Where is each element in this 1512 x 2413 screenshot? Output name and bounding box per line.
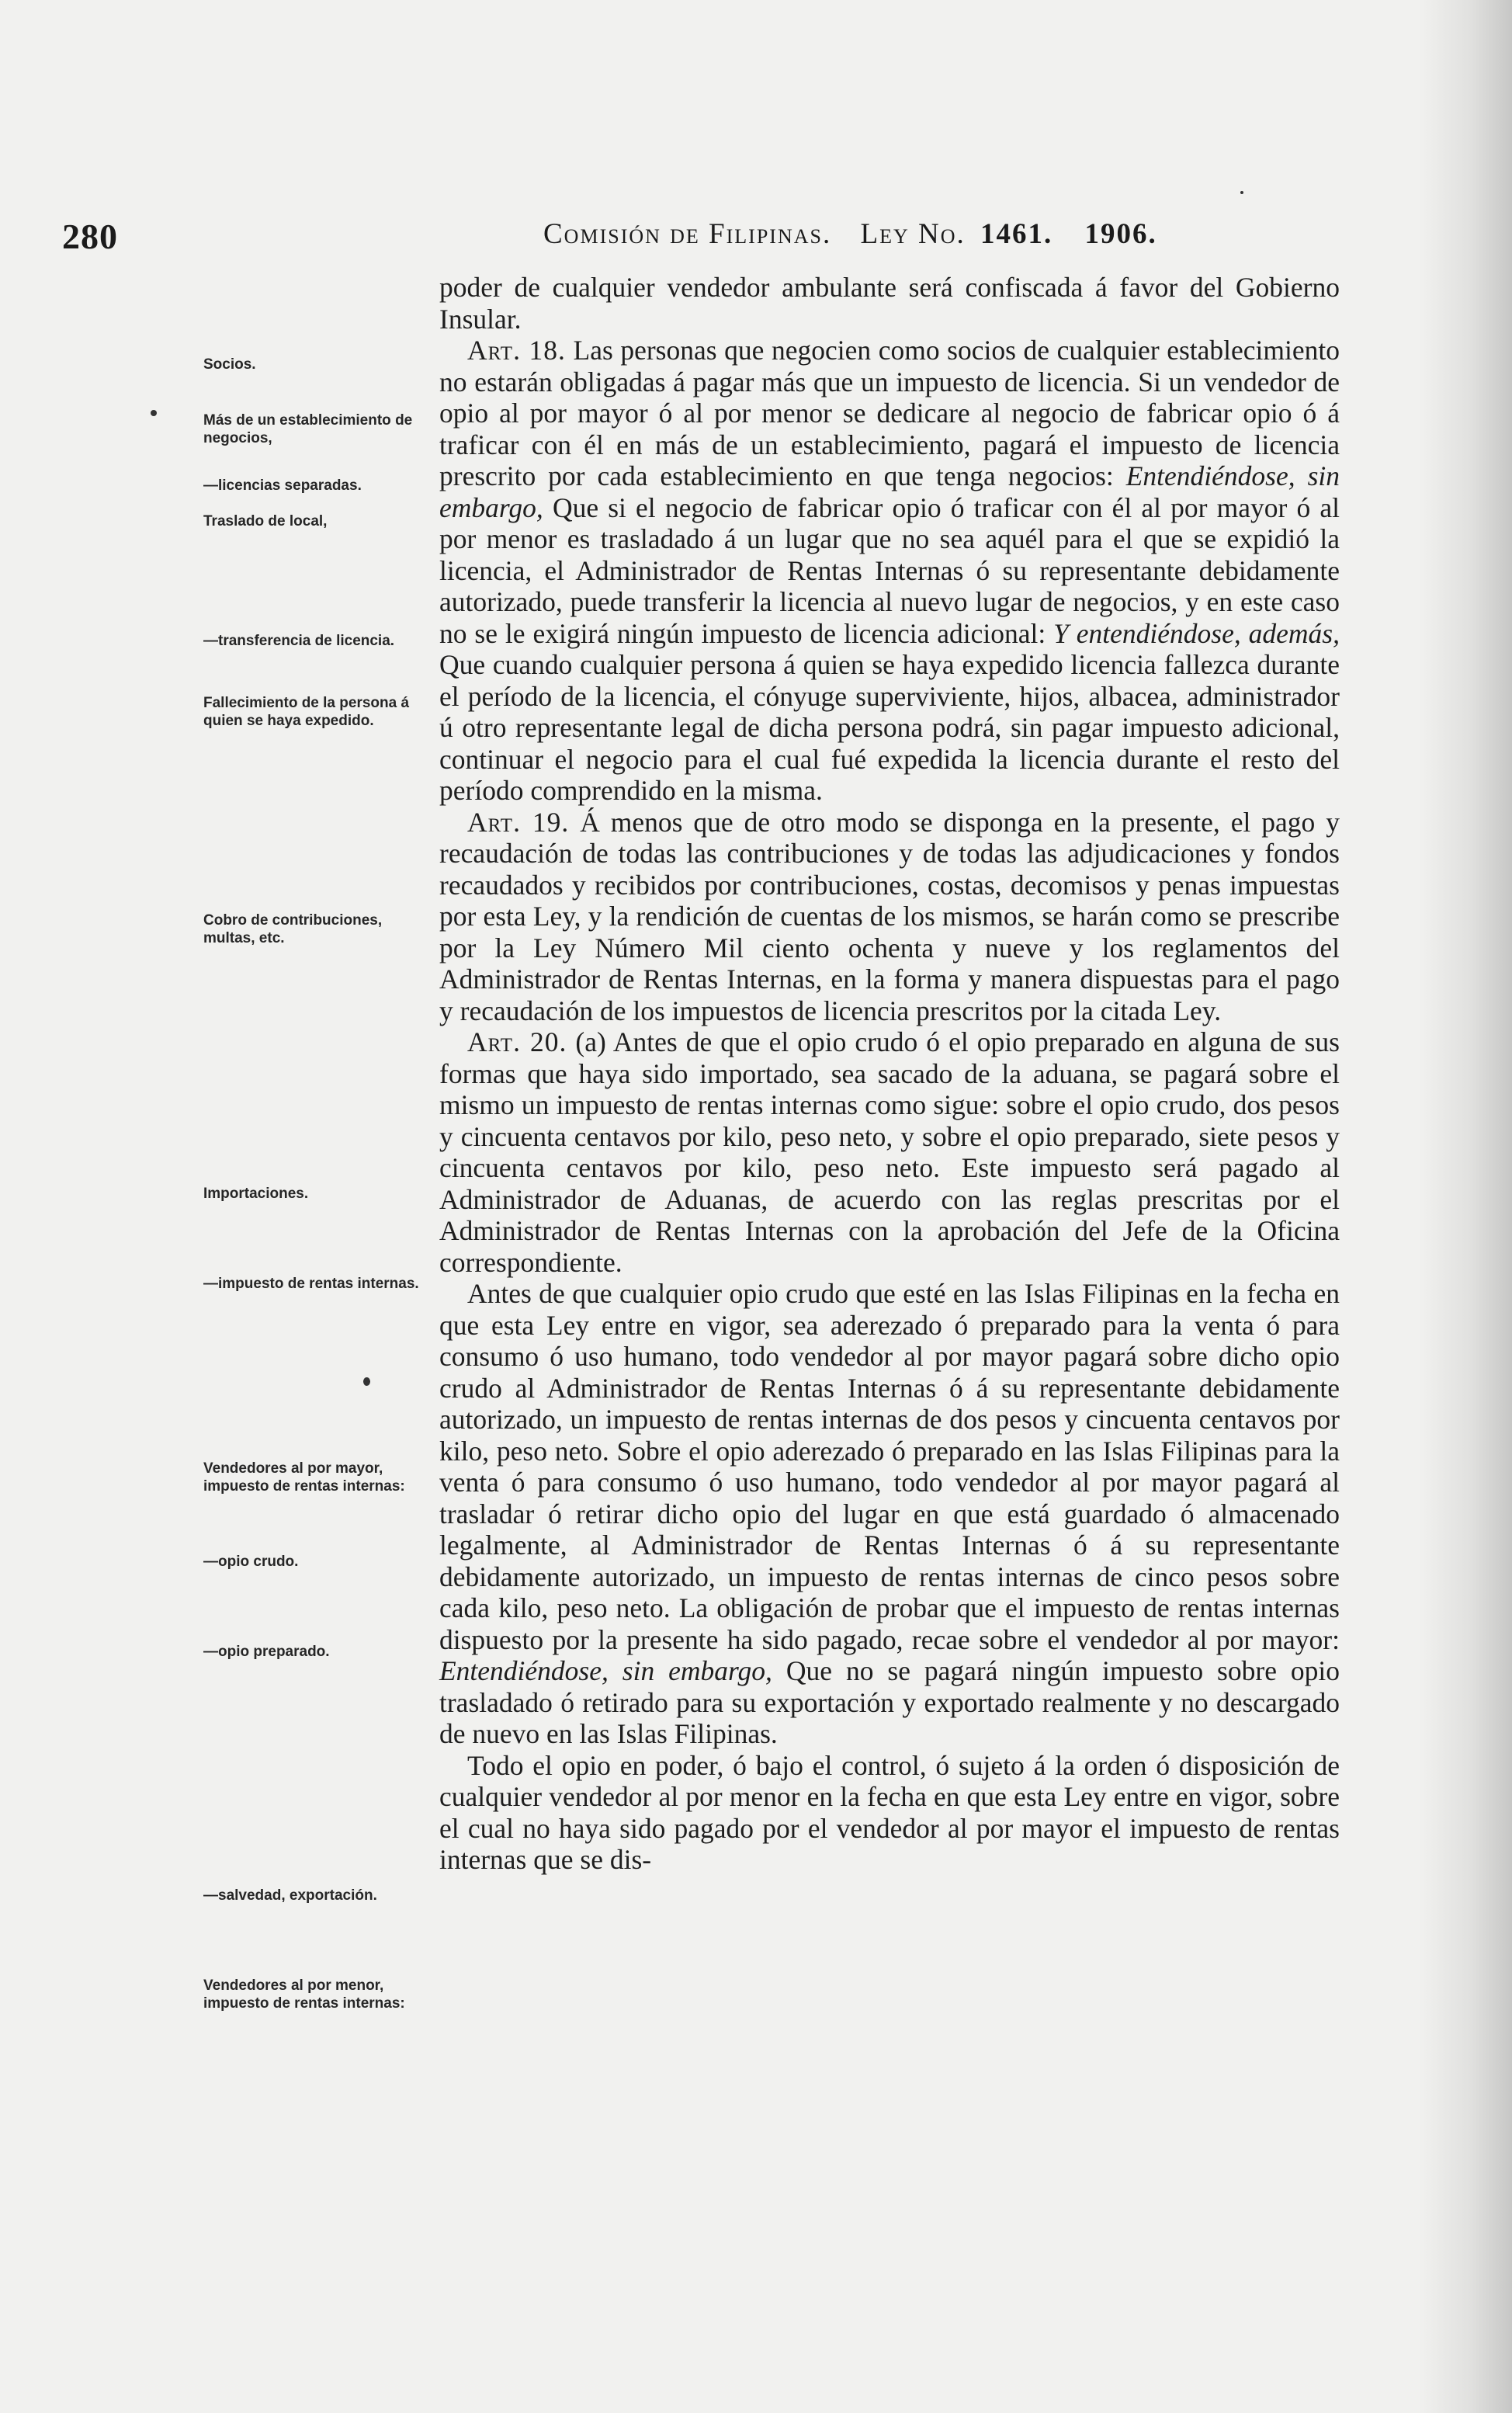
article-19-text: Á menos que de otro modo se disponga en la presente, el pago y recaudación de todas las contribuciones y de todas las adjudicaciones y fondos recaudados y recibidos por contribuciones, costas, decomisos y penas impuestas por esta Ley, y la rendición de cuentas de los mismos, se harán como se prescribe por la Ley Número Mil ciento ochenta y nueve y los reglamentos del Administrador de Rentas Internas, en la forma y manera dispuestas para el pago y recaudación de los impuestos de licencia prescritos por la citada Ley. — [439, 806, 1340, 1026]
margin-note-licencias-separadas: —licencias separadas. — [203, 477, 362, 494]
paragraph-art-20 — [439, 1026, 1340, 1278]
margin-note-opio-preparado: —opio preparado. — [203, 1644, 330, 1660]
body-text — [439, 272, 1340, 1876]
running-head-law-number: 1461. — [980, 218, 1053, 250]
running-head-year: 1906. — [1084, 218, 1157, 250]
article-18-text-end: Que cuando cualquier persona á quien se haya expedido licencia fallezca durante el período de la licencia, el cónyuge superviviente, hijos, albacea, administrador ú otro representante legal de dicha persona podrá, sin pagar impuesto adicional, continuar el negocio para el cual fué expedida la licencia durante el resto del período comprendido en la misma. — [439, 649, 1340, 806]
margin-note-salvedad: —salvedad, exportación. — [203, 1887, 377, 1904]
margin-note-socios: Socios. — [203, 356, 256, 373]
article-20-text: (a) Antes de que el opio crudo ó el opio preparado en alguna de sus formas que haya sido importado, sea sacado de la aduana, se pagará sobre el mismo un impuesto de rentas internas como sigue: sobre el opio crudo, dos pesos y cincuenta centavos por kilo, peso neto, y sobre el opio preparado, siete pesos y cincuenta centavos por kilo, peso neto. Este impuesto será pagado al Administrador de Aduanas, de acuerdo con las reglas prescritas por el Administrador de Rentas Internas con la aprobación del Jefe de la Oficina correspondiente. — [439, 1026, 1340, 1278]
margin-note-opio-crudo: —opio crudo. — [203, 1554, 299, 1570]
ink-speck — [363, 1377, 370, 1386]
article-18-proviso-2: Y entendiéndose, además, — [1053, 617, 1340, 649]
paragraph-continuation — [439, 272, 1340, 335]
article-18-proviso: Entendiéndose, sin embargo, — [439, 460, 1340, 523]
raw-opium-proviso: Entendiéndose, sin embargo, — [439, 1655, 772, 1686]
margin-notes — [0, 0, 435, 2413]
ink-speck — [1240, 191, 1243, 194]
paragraph-retail — [439, 1750, 1340, 1876]
margin-note-transferencia: —transferencia de licencia. — [203, 633, 395, 649]
running-head-law: Ley No. — [860, 218, 966, 250]
paragraph-art-19 — [439, 807, 1340, 1027]
raw-opium-text: Antes de que cualquier opio crudo que esté en las Islas Filipinas en la fecha en que esta Ley entre en vigor, sea aderezado ó preparado para la venta ó para consumo ó uso humano, todo vendedor al por mayor pagará sobre dicho opio crudo al Administrador de Rentas Internas ó á su representante debidamente autorizado, un impuesto de rentas internas de dos pesos y cincuenta centavos por kilo, peso neto. Sobre el opio aderezado ó preparado en las Islas Filipinas para la venta ó para consumo ó uso humano, todo vendedor al por mayor pagará al trasladar ó retirar dicho opio del lugar en que está guardado ó almacenado legalmente, al Administrador de Rentas Internas ó á su representante debidamente autorizado, un impuesto de rentas internas de cinco pesos sobre cada kilo, peso neto. La obligación de probar que el impuesto de rentas internas dispuesto por la presente ha sido pagado, recae sobre el vendedor al por mayor: — [439, 1278, 1340, 1655]
paragraph-1-text: poder de cualquier vendedor ambulante será confiscada á favor del Gobierno Insular. — [439, 272, 1340, 335]
article-18-text-cont: Que si el negocio de fabricar opio ó traficar con él al por mayor ó al por menor es trasladado á un lugar que no sea aquél para el que se expidió la licencia, el Administrador de Rentas Internas ó su representante debidamente autorizado, puede transferir la licencia al nuevo lugar de negocios, y en este caso no se le exigirá ningún impuesto de licencia adicional: — [439, 491, 1340, 649]
page-edge-shadow — [1419, 0, 1512, 2413]
margin-note-cobro: Cobro de contribuciones, multas, etc. — [203, 912, 383, 946]
margin-note-establecimiento: Más de un establecimiento de negocios, — [203, 412, 413, 446]
ink-speck — [151, 410, 157, 416]
margin-note-fallecimiento: Fallecimiento de la persona á quien se haya expedido. — [203, 695, 410, 729]
margin-note-importaciones: Importaciones. — [203, 1186, 309, 1202]
margin-note-impuesto-rentas: —impuesto de rentas internas. — [203, 1276, 419, 1292]
running-head-commission: Comisión de Filipinas. — [543, 218, 832, 250]
article-18-text: Las personas que negocien como socios de cualquier establecimiento no estarán obligadas á pagar más que un impuesto de licencia. Si un vendedor de opio al por mayor ó al por menor se dedicare al negocio de fabricar opio ó á traficar con él en más de un establecimiento, pagará el impuesto de licencia prescrito por cada establecimiento en que tenga negocios: — [439, 335, 1340, 491]
paragraph-raw-opium — [439, 1278, 1340, 1750]
margin-note-minoristas: Vendedores al por menor, impuesto de rentas internas: — [203, 1977, 405, 2012]
article-20-label: Art. 20. — [467, 1026, 567, 1057]
margin-note-traslado: Traslado de local, — [203, 513, 328, 529]
page-number: 280 — [62, 217, 118, 256]
raw-opium-text-end: Que no se pagará ningún impuesto sobre opio trasladado ó retirado para su exportación y exportado realmente y no descargado de nuevo en las Islas Filipinas. — [439, 1655, 1340, 1749]
retail-text: Todo el opio en poder, ó bajo el control, ó sujeto á la orden ó disposición de cualquier vendedor al por menor en la fecha en que esta Ley entre en vigor, sobre el cual no haya sido pagado por el vendedor al por mayor el impuesto de rentas internas que se dis- — [439, 1749, 1340, 1875]
running-head — [543, 217, 1157, 251]
article-19-label: Art. 19. — [467, 806, 570, 838]
margin-note-mayoristas: Vendedores al por mayor, impuesto de rentas internas: — [203, 1460, 405, 1495]
article-18-label: Art. 18. — [467, 335, 566, 366]
paragraph-art-18 — [439, 335, 1340, 807]
